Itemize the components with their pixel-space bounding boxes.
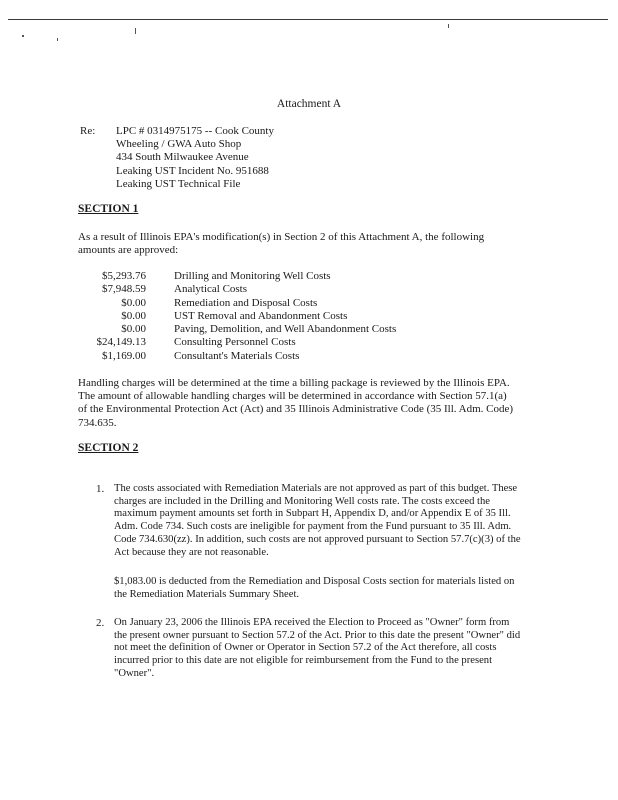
cost-amount: $1,169.00	[102, 349, 146, 362]
re-line-file: Leaking UST Technical File	[116, 177, 241, 190]
cost-label: Consulting Personnel Costs	[174, 336, 296, 349]
cost-row	[78, 323, 396, 336]
re-line-lpc: LPC # 0314975175 -- Cook County	[116, 125, 274, 137]
cost-amount: $0.00	[121, 323, 146, 336]
list-item-text: On January 23, 2006 the Illinois EPA received the Election to Proceed as "Owner" form from the present owner pursuant to Section 57.2 of the Act. Prior to this date the present "Owner" did not meet the definition of Owner or Operator in Section 57.2 of the Act therefore, all costs incurred prior to this date are not eligible for reimbursement from the Fund to the present "Owner".	[114, 617, 521, 679]
cost-label: Analytical Costs	[174, 283, 248, 296]
handling-charges-paragraph: Handling charges will be determined at the time a billing package is reviewed by the Illinois EPA. The amount of allowable handling charges will be determined in accordance with Section 57.1(a) of the Environmental Protection Act (Act) and 35 Illinois Administrative Code (35 Ill. Adm. Code) 734.635.	[78, 377, 514, 429]
cost-label: UST Removal and Abandonment Costs	[174, 309, 348, 322]
cost-row	[78, 350, 396, 363]
re-line-incident: Leaking UST Incident No. 951688	[116, 164, 269, 177]
cost-row	[78, 270, 396, 283]
scan-speck	[448, 24, 449, 28]
cost-row	[78, 297, 396, 310]
section-2-heading: SECTION 2	[78, 442, 139, 454]
scan-speck	[57, 38, 58, 41]
list-item-number: 2.	[96, 617, 105, 629]
cost-amount: $7,948.59	[102, 283, 146, 296]
section-1-intro: As a result of Illinois EPA's modification(s) in Section 2 of this Attachment A, the following amounts are approved:	[78, 231, 485, 257]
cost-amount: $24,149.13	[96, 336, 146, 349]
cost-row	[78, 283, 396, 296]
scan-speck	[22, 35, 24, 37]
document-title: Attachment A	[276, 98, 342, 110]
cost-amount: $5,293.76	[102, 270, 146, 282]
cost-label: Drilling and Monitoring Well Costs	[174, 270, 331, 282]
scan-speck	[135, 28, 136, 34]
list-item-text: The costs associated with Remediation Materials are not approved as part of this budget. These charges are included in the Drilling and Monitoring Well costs rate. The costs exceed the maximum payment amounts set forth in Subpart H, Appendix D, and/or Appendix E of 35 Ill. Adm. Code 734. Such costs are ineligible for payment from the Fund pursuant to 35 Ill. Adm. Code 734.630(zz). In addition, such costs are not approved pursuant to Section 57.7(c)(3) of the Act because they are not reasonable.	[114, 483, 521, 558]
cost-amount: $0.00	[121, 309, 146, 322]
list-item-number: 1.	[96, 483, 105, 495]
section-1-heading: SECTION 1	[78, 203, 139, 215]
re-line-site: Wheeling / GWA Auto Shop	[116, 138, 242, 151]
cost-amount: $0.00	[121, 296, 146, 309]
cost-label: Consultant's Materials Costs	[174, 349, 300, 362]
re-line-address: 434 South Milwaukee Avenue	[116, 151, 249, 164]
cost-label: Remediation and Disposal Costs	[174, 296, 318, 309]
approved-costs-table	[78, 270, 396, 363]
cost-row	[78, 336, 396, 349]
cost-row	[78, 310, 396, 323]
scan-header-line	[8, 19, 608, 20]
re-label: Re:	[80, 125, 96, 137]
list-item-subparagraph: $1,083.00 is deducted from the Remediation and Disposal Costs section for materials listed on the Remediation Materials Summary Sheet.	[114, 576, 515, 600]
re-block	[116, 125, 274, 191]
cost-label: Paving, Demolition, and Well Abandonment Costs	[174, 323, 397, 336]
